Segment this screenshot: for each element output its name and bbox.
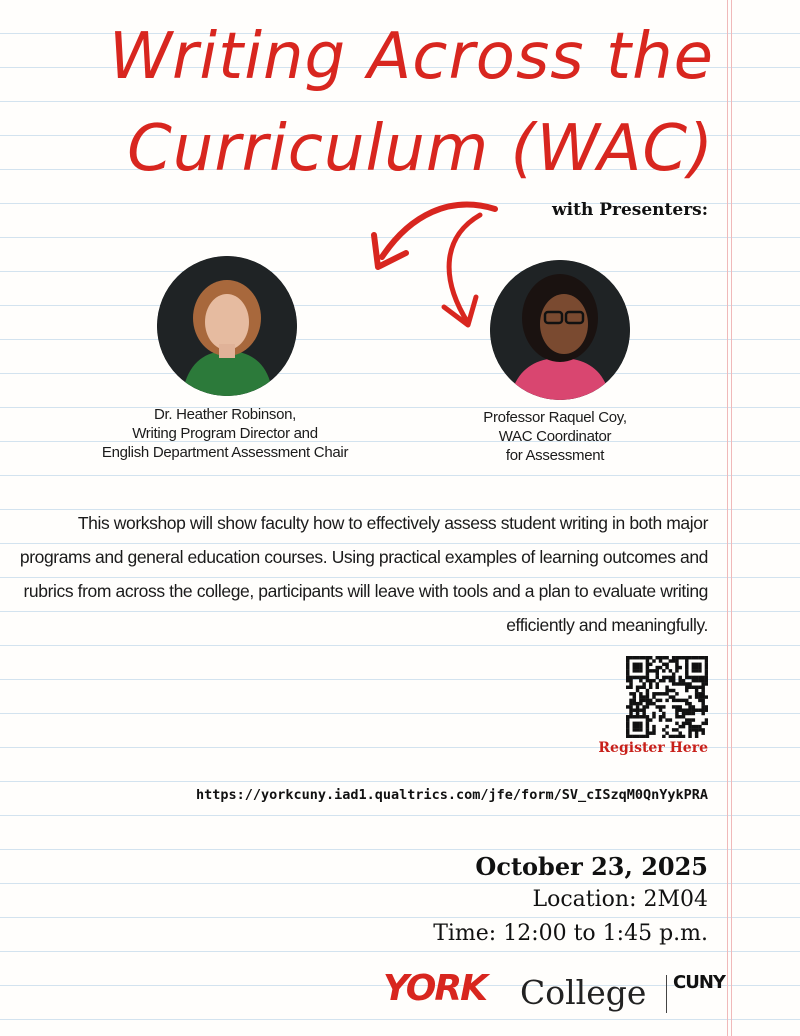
- york-logo: YORK: [383, 968, 487, 1009]
- college-logo-text: College: [520, 973, 647, 1012]
- presenter-2-name: Professor Raquel Coy,: [483, 409, 627, 426]
- event-location: Location: 2M04: [532, 887, 708, 912]
- margin-line: [727, 0, 728, 1036]
- qr-code-icon[interactable]: [626, 656, 708, 738]
- presenter-2-photo: [490, 260, 630, 400]
- presenter-2-caption: [440, 408, 670, 465]
- title-line-2: Curriculum (WAC): [127, 112, 714, 186]
- presenter-2-role: WAC Coordinator: [498, 428, 612, 445]
- title-line-1: Writing Across the: [108, 20, 714, 94]
- presenter-1-photo: [157, 256, 297, 396]
- event-time: Time: 12:00 to 1:45 p.m.: [433, 921, 708, 946]
- presenter-1-role-2: English Department Assessment Chair: [101, 444, 349, 461]
- presenter-1-name: Dr. Heather Robinson,: [153, 406, 297, 423]
- presenter-1-caption: [60, 405, 390, 462]
- presenter-2-role-2: for Assessment: [505, 447, 605, 464]
- presenters-label: with Presenters:: [552, 200, 708, 220]
- logo-divider: [666, 975, 667, 1013]
- margin-line-2: [731, 0, 732, 1036]
- curved-arrows-icon: [350, 195, 510, 335]
- workshop-description: This workshop will show faculty how to effectively assess student writing in both major programs and general education courses. Using practical examples of learning outcomes and rubrics from across the college, participants will leave with tools and a plan to evaluate writing efficiently and meaningfully.: [19, 513, 708, 635]
- register-link[interactable]: Register Here: [598, 740, 708, 756]
- event-date: October 23, 2025: [475, 852, 708, 881]
- presenter-1-role: Writing Program Director and: [132, 425, 318, 442]
- registration-url[interactable]: https://yorkcuny.iad1.qualtrics.com/jfe/form/SV_cISzqM0QnYykPRA: [195, 787, 708, 803]
- cuny-logo: CUNY: [673, 972, 725, 993]
